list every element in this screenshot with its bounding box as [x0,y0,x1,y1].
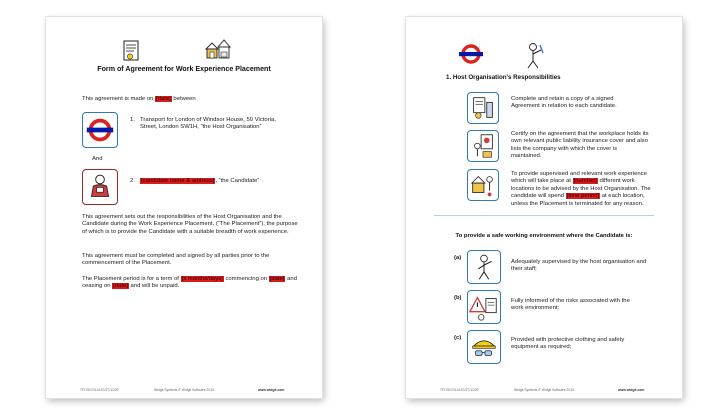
party1-number: 1. [130,117,135,123]
safety-item-a: Adequately supervised by the host organisation and their staff; [511,259,647,273]
intro-text-end: between [171,96,196,102]
term-text: commencing on [223,276,269,282]
building-icon [467,169,499,201]
document-icon [121,39,143,63]
person-icon [82,169,118,205]
term-text: The Placement period is for a term of [82,276,181,282]
paragraph-term [82,276,300,291]
safety-title: To provide a safe working environment where the Candidate is: [455,233,633,239]
agreement-page-1 [46,17,322,398]
term-placeholder: [x months/days] [181,276,223,282]
end-date-placeholder: [date] [113,283,128,290]
footer-url: www.widgit.com [258,388,285,392]
party2-number: 2. [130,178,135,184]
date-placeholder: [date] [156,96,171,102]
certificate-icon [467,130,499,162]
start-date-placeholder: [date] [269,276,285,282]
section-title: 1. Host Organisation’s Responsibilities [446,74,561,81]
safety-item-c: Provided with protective clothing and safety equipment as required; [511,337,625,351]
footer-copyright: Widgit Symbols © Widgit Software 2010 [154,388,214,392]
responsibility-item-1: Complete and retain a copy of a signed Agreement in relation to each candidate. [511,96,617,110]
item3-text: at each location, unless the Placement is terminated for any reason. [511,193,645,207]
intro-line [82,96,302,103]
footer-ref: TFL/SGY/LU/JG/27/11/09 [440,388,479,392]
and-label: And [92,156,103,162]
item3-text: different work locations to be advised by the Host Organisation. The candidate will spend [511,178,651,200]
paragraph-signing: This agreement must be completed and signed by all parties prior to the commencement of the Placement. [82,253,270,267]
number-placeholder: [number] [573,178,597,185]
divider [434,215,654,216]
safety-item-b: Fully informed of the risks associated with the work environment; [511,298,630,312]
agreement-page-2 [406,17,682,398]
footer-url: www.widgit.com [618,388,645,392]
candidate-suffix: , “the Candidate” [215,178,260,184]
document-icon [467,92,499,124]
person-icon [467,250,501,284]
footer-ref: TFL/SGY/LU/JG/27/11/09 [80,388,119,392]
term-text: and ceasing on [82,276,297,290]
safety-equipment-icon [467,330,501,364]
building-icon [203,38,233,62]
footer-copyright: Widgit Symbols © Widgit Software 2010 [514,388,574,392]
sub-b-label: (b) [454,295,462,301]
pen-icon [520,41,546,69]
warning-sign-icon [467,290,501,324]
responsibility-item-3 [511,171,651,208]
party1-text: Transport for London of Windsor House, 50 Victoria, Street, London SW1H, “the Host Organisation” [140,117,276,131]
party2-line [140,178,300,185]
tfl-roundel-icon [458,41,484,67]
paragraph-purpose: This agreement sets out the responsibilities of the Host Organisation and the Candidate during the Work Experience Placement, (“The Placement”), the purpose of which is to provide the Candidate with a suitable breadth of work experience. [82,214,298,235]
sub-a-label: (a) [454,255,462,261]
tfl-roundel-icon [82,112,118,148]
time-period-placeholder: [time period] [566,193,600,200]
sub-c-label: (c) [454,335,462,341]
term-text: and will be unpaid. [128,283,180,290]
page-title: Form of Agreement for Work Experience Placement [97,65,271,73]
intro-text: This agreement is made on [82,96,156,102]
item3-text: To provide supervised and relevant work experience which will take place at [511,171,647,185]
candidate-placeholder: [candidate name & address] [141,178,215,184]
responsibility-item-2: Certify on the agreement that the workplace holds its own relevant public liability insurance cover and also lists the company with which the cover is maintained. [511,131,649,160]
